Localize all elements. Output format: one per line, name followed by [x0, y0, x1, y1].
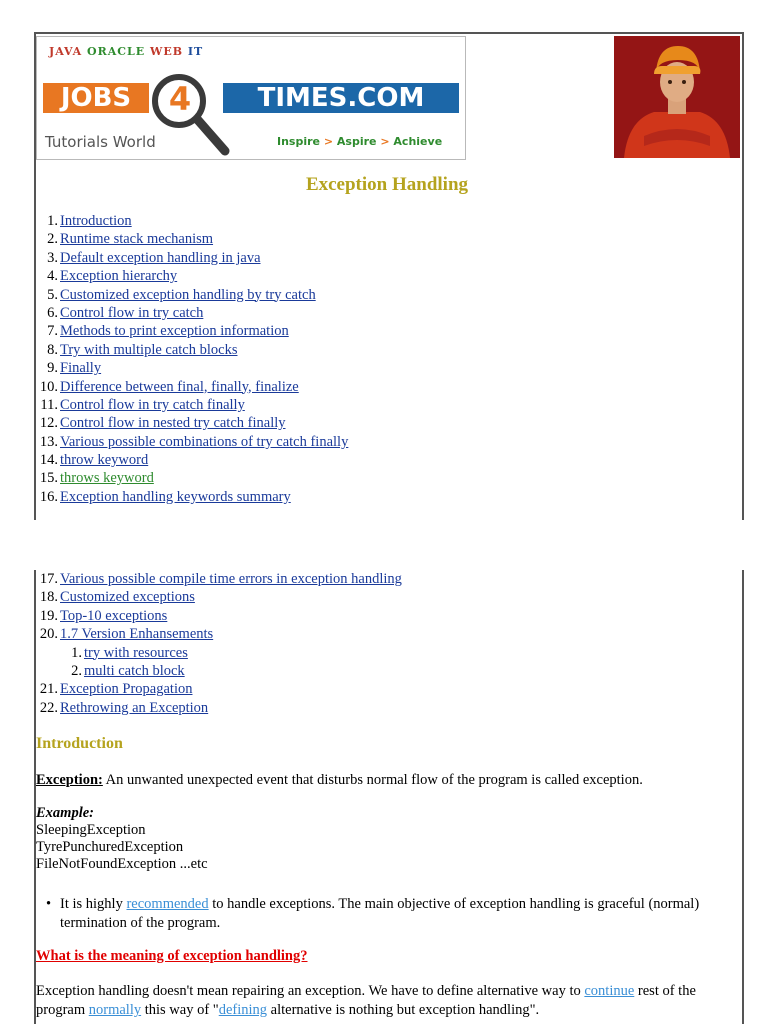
link-defining[interactable]: defining: [218, 1002, 268, 1018]
toc-link-throws[interactable]: throws keyword: [60, 470, 154, 487]
toc-link-control-flow-finally[interactable]: Control flow in try catch finally: [60, 396, 245, 413]
toc-link-version-17[interactable]: 1.7 Version Enhansements: [60, 626, 214, 643]
example-block: [36, 805, 208, 873]
toc-link-runtime-stack[interactable]: Runtime stack mechanism: [60, 231, 214, 248]
table-of-contents-continued: [36, 570, 402, 717]
toc-link-top-10[interactable]: Top-10 exceptions: [60, 607, 168, 624]
toc-subitem: 2. multi catch block: [71, 662, 185, 679]
toc-link-multi-catch[interactable]: multi catch block: [84, 662, 185, 679]
toc-link-propagation[interactable]: Exception Propagation: [60, 681, 193, 698]
toc-item: 9. Finally: [47, 360, 102, 377]
toc-item: 16. Exception handling keywords summary: [39, 488, 291, 505]
toc-link-combinations[interactable]: Various possible combinations of try catch finally: [60, 433, 349, 450]
exception-handling-paragraph: Exception handling doesn't mean repairing an exception. We have to define alternative way to continue rest of the program normally this way of "defining alternative is nothing but exception handling".: [36, 983, 696, 1018]
toc-link-control-flow-try-catch[interactable]: Control flow in try catch: [60, 304, 204, 321]
toc-item: 21. Exception Propagation: [39, 681, 193, 698]
toc-item: 3. Default exception handling in java: [47, 249, 261, 266]
example-item: SleepingException: [36, 822, 146, 838]
toc-subitem: 1. try with resources: [71, 644, 188, 661]
example-item: TyrePunchuredException: [36, 839, 184, 855]
toc-item: 22. Rethrowing an Exception: [39, 699, 209, 716]
toc-item: 2. Runtime stack mechanism: [47, 231, 214, 248]
toc-item: 10. Difference between final, finally, finalize: [39, 378, 299, 395]
logo-java: JAVA: [49, 45, 83, 58]
toc-item: 14. throw keyword: [39, 452, 149, 469]
exception-definition: [36, 771, 736, 789]
toc-item: 6. Control flow in try catch: [47, 304, 204, 321]
toc-link-default-handling[interactable]: Default exception handling in java: [60, 249, 261, 266]
slogan-achieve: Achieve: [393, 135, 443, 148]
bullet-dot: •: [46, 896, 52, 912]
slogan-inspire: Inspire: [277, 135, 321, 148]
link-normally[interactable]: normally: [88, 1002, 142, 1018]
exception-term: Exception:: [36, 772, 103, 788]
toc-item: 13. Various possible combinations of try catch finally: [39, 433, 349, 450]
toc-item: 12. Control flow in nested try catch finally: [39, 415, 286, 432]
logo-slogan: [277, 135, 442, 148]
logo-jobs: JOBS: [60, 83, 132, 113]
toc-item: 11. Control flow in try catch finally: [40, 396, 245, 413]
slogan-sep-2: >: [380, 135, 390, 148]
toc-item: 19. Top-10 exceptions: [39, 607, 168, 624]
toc-link-final-finally-finalize[interactable]: Difference between final, finally, finalize: [60, 378, 299, 395]
logo-times: TIMES.COM: [257, 83, 425, 113]
toc-link-throw[interactable]: throw keyword: [60, 452, 149, 469]
toc-item: 7. Methods to print exception information: [47, 323, 289, 340]
toc-item: 5. Customized exception handling by try catch: [47, 286, 316, 303]
toc-item: 20. 1.7 Version Enhansements: [39, 626, 214, 643]
toc-link-finally[interactable]: Finally: [60, 360, 102, 377]
example-item: FileNotFoundException ...etc: [36, 856, 208, 872]
toc-link-rethrowing[interactable]: Rethrowing an Exception: [60, 699, 209, 716]
toc-link-introduction[interactable]: Introduction: [60, 213, 132, 229]
toc-link-customized-exceptions[interactable]: Customized exceptions: [60, 589, 195, 606]
question-heading: What is the meaning of exception handling?: [36, 948, 308, 964]
toc-link-compile-errors[interactable]: Various possible compile time errors in exception handling: [60, 571, 402, 587]
link-continue[interactable]: continue: [584, 983, 635, 999]
toc-link-nested-try[interactable]: Control flow in nested try catch finally: [60, 415, 286, 432]
site-logo[interactable]: [36, 36, 466, 160]
slogan-aspire: Aspire: [336, 135, 377, 148]
logo-web: WEB: [149, 45, 184, 58]
logo-tutorials-world: Tutorials World: [45, 133, 156, 151]
toc-link-print-methods[interactable]: Methods to print exception information: [60, 323, 289, 340]
toc-item: 18. Customized exceptions: [39, 589, 195, 606]
toc-item: 8. Try with multiple catch blocks: [47, 341, 238, 358]
logo-it: IT: [187, 45, 204, 58]
bullet-recommendation: • It is highly recommended to handle exceptions. The main objective of exception handling is graceful (normal) termination of the program.: [46, 896, 700, 931]
toc-link-hierarchy[interactable]: Exception hierarchy: [60, 268, 178, 285]
table-of-contents: [36, 212, 348, 506]
toc-link-multiple-catch[interactable]: Try with multiple catch blocks: [60, 341, 238, 358]
page-title: Exception Handling: [305, 174, 469, 195]
slogan-sep-1: >: [323, 135, 334, 148]
toc-item: 1. Introduction: [47, 213, 132, 229]
toc-link-customized-try-catch[interactable]: Customized exception handling by try catch: [60, 286, 316, 303]
toc-item: 15. throws keyword: [39, 470, 154, 487]
section-heading-introduction: Introduction: [36, 735, 123, 752]
logo-four: 4: [168, 80, 192, 118]
exception-def-text: An unwanted unexpected event that disturbs normal flow of the program is called exception.: [102, 772, 643, 788]
toc-item: 4. Exception hierarchy: [47, 268, 178, 285]
link-recommended[interactable]: recommended: [126, 896, 209, 912]
toc-link-try-with-resources[interactable]: try with resources: [84, 644, 188, 661]
toc-link-keywords-summary[interactable]: Exception handling keywords summary: [60, 488, 291, 505]
logo-oracle: ORACLE: [87, 45, 146, 58]
toc-item: 17. Various possible compile time errors in exception handling: [39, 571, 402, 587]
example-label: Example:: [36, 805, 94, 821]
logo-tagline: [49, 45, 203, 58]
portrait-image: [614, 36, 740, 158]
